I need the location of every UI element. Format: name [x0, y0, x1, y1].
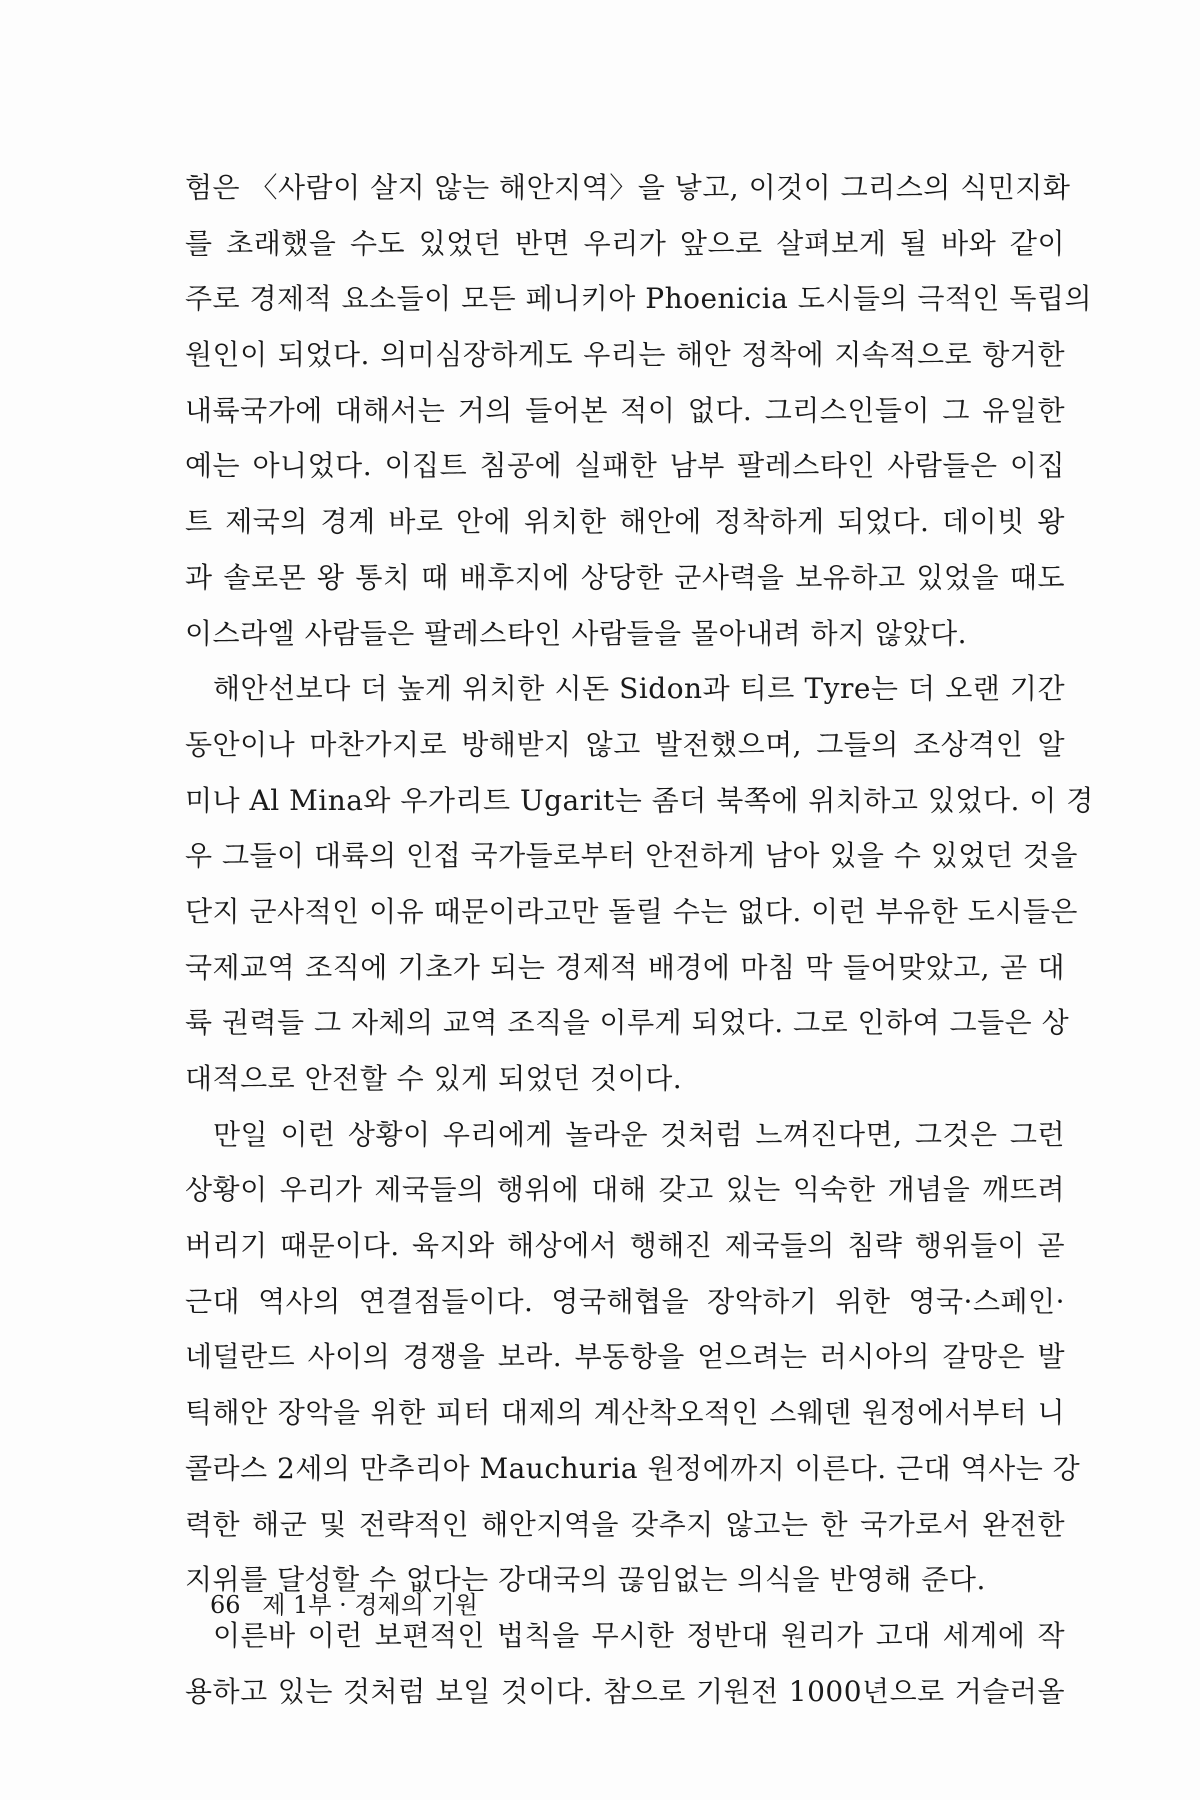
text-line: 륙 권력들 그 자체의 교역 조직을 이루게 되었다. 그로 인하여 그들은 상	[185, 1006, 1070, 1040]
text-line: 우 그들이 대륙의 인접 국가들로부터 안전하게 남아 있을 수 있었던 것을	[185, 839, 1078, 873]
text-line: 틱해안 장악을 위한 피터 대제의 계산착오적인 스웨덴 원정에서부터 니	[185, 1396, 1065, 1430]
text-line: 버리기 때문이다. 육지와 해상에서 행해진 제국들의 침략 행위들이 곧	[185, 1229, 1065, 1263]
text-line: 트 제국의 경계 바로 안에 위치한 해안에 정착하게 되었다. 데이빗 왕	[185, 505, 1065, 539]
text-line: 원인이 되었다. 의미심장하게도 우리는 해안 정착에 지속적으로 항거한	[185, 338, 1065, 372]
text-line: 상황이 우리가 제국들의 행위에 대해 갖고 있는 익숙한 개념을 깨뜨려	[185, 1173, 1065, 1207]
text-line: 미나 Al Mina와 우가리트 Ugarit는 좀더 북쪽에 위치하고 있었다. 이 경	[185, 783, 1094, 817]
running-head: 제 1부 · 경제의 기원	[262, 1591, 478, 1619]
text-line: 단지 군사적인 이유 때문이라고만 돌릴 수는 없다. 이런 부유한 도시들은	[185, 894, 1078, 928]
text-line: 콜라스 2세의 만추리아 Mauchuria 원정에까지 이른다. 근대 역사는 강	[185, 1451, 1081, 1485]
text-line: 과 솔로몬 왕 통치 때 배후지에 상당한 군사력을 보유하고 있었을 때도	[185, 560, 1065, 594]
text-line: 용하고 있는 것처럼 보일 것이다. 참으로 기원전 1000년으로 거슬러올	[185, 1674, 1065, 1708]
paragraph-start-line: 만일 이런 상황이 우리에게 놀라운 것처럼 느껴진다면, 그것은 그런	[213, 1117, 1065, 1151]
text-line: 국제교역 조직에 기초가 되는 경제적 배경에 마침 막 들어맞았고, 곧 대	[185, 950, 1065, 984]
paragraph-start-line: 해안선보다 더 높게 위치한 시돈 Sidon과 티르 Tyre는 더 오랜 기간	[213, 672, 1065, 706]
text-line: 네덜란드 사이의 경쟁을 보라. 부동항을 얻으려는 러시아의 갈망은 발	[185, 1340, 1065, 1374]
text-line: 험은 〈사람이 살지 않는 해안지역〉을 낳고, 이것이 그리스의 식민지화	[185, 171, 1071, 204]
paragraph-end-line: 이스라엘 사람들은 팔레스타인 사람들을 몰아내려 하지 않았다.	[185, 616, 968, 650]
paragraph-end-line: 지위를 달성할 수 없다는 강대국의 끊임없는 의식을 반영해 준다.	[185, 1563, 986, 1597]
page-number: 66	[210, 1591, 241, 1619]
text-line: 를 초래했을 수도 있었던 반면 우리가 앞으로 살펴보게 될 바와 같이	[185, 226, 1065, 260]
text-line: 주로 경제적 요소들이 모든 페니키아 Phoenicia 도시들의 극적인 독립의	[185, 282, 1093, 316]
page-footer	[210, 1590, 478, 1620]
paragraph-start-line: 이른바 이런 보편적인 법칙을 무시한 정반대 원리가 고대 세계에 작	[213, 1618, 1065, 1652]
text-line: 예는 아니었다. 이집트 침공에 실패한 남부 팔레스타인 사람들은 이집	[185, 449, 1065, 483]
text-line: 근대 역사의 연결점들이다. 영국해협을 장악하기 위한 영국·스페인·	[185, 1284, 1065, 1318]
text-line: 력한 해군 및 전략적인 해안지역을 갖추지 않고는 한 국가로서 완전한	[185, 1507, 1065, 1541]
text-line: 동안이나 마찬가지로 방해받지 않고 발전했으며, 그들의 조상격인 알	[185, 727, 1065, 761]
text-line: 내륙국가에 대해서는 거의 들어본 적이 없다. 그리스인들이 그 유일한	[185, 393, 1065, 427]
body-text	[185, 160, 1094, 1719]
paragraph-end-line: 대적으로 안전할 수 있게 되었던 것이다.	[185, 1062, 683, 1095]
